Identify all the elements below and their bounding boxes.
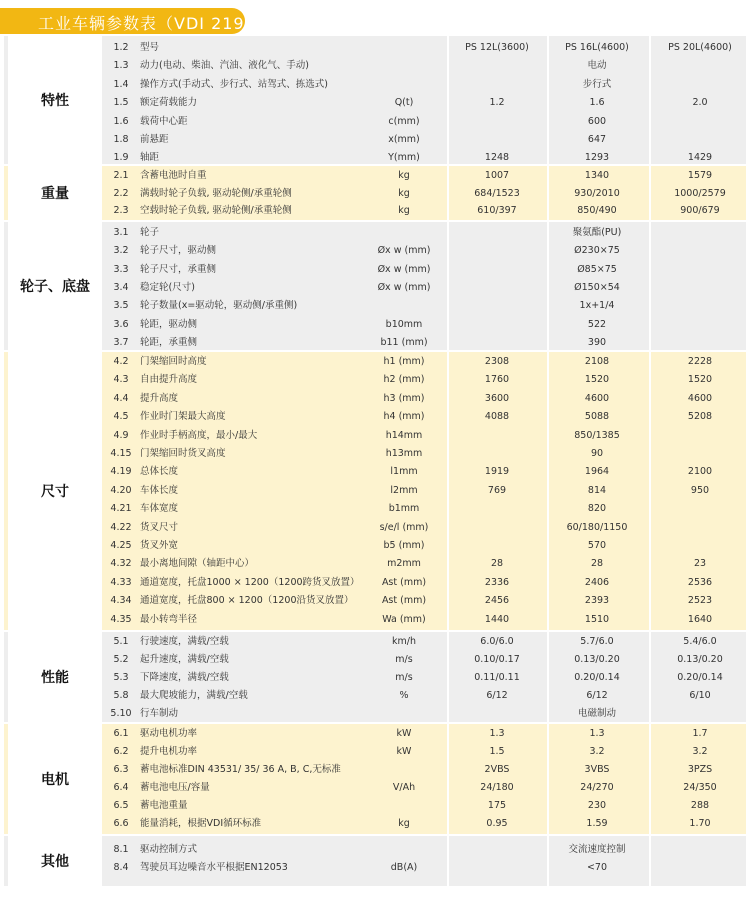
- value-model-1: 610/397: [477, 205, 517, 216]
- value-model-1: 6.0/6.0: [480, 636, 514, 647]
- value-model-2: 2393: [584, 595, 610, 607]
- row-unit: b5 (mm): [383, 540, 425, 551]
- table-row: [4, 261, 746, 279]
- value-model-2: 230: [587, 800, 607, 811]
- table-row: [4, 224, 746, 242]
- row-description: 行车制动: [140, 708, 179, 719]
- row-unit: Øx w (mm): [377, 281, 431, 293]
- value-model-3: 1579: [687, 170, 713, 181]
- value-model-3: 0.20/0.14: [677, 672, 723, 683]
- row-description: 动力(电动、柴油、汽油、液化气、手动): [140, 60, 309, 72]
- table-row: [4, 185, 746, 203]
- row-number: 4.19: [110, 466, 132, 478]
- table-row: [4, 633, 746, 651]
- row-description: 轴距: [140, 152, 160, 164]
- row-description: 蓄电池重量: [140, 800, 188, 811]
- row-number: 4.5: [113, 411, 129, 423]
- row-unit: Wa (mm): [382, 613, 426, 625]
- value-model-1: 1.3: [489, 728, 505, 739]
- value-model-3: 2.0: [692, 97, 708, 109]
- table-row: [4, 555, 746, 573]
- row-description: 蓄电池标准DIN 43531/ 35/ 36 A, B, C,无标准: [140, 764, 341, 775]
- row-description: 提升电机功率: [140, 746, 198, 757]
- value-model-3: 2228: [687, 356, 713, 367]
- value-model-2: 1.59: [586, 818, 608, 829]
- row-unit: s/e/l (mm): [379, 521, 429, 533]
- value-model-3: 288: [690, 800, 710, 811]
- row-number: 1.3: [113, 60, 129, 72]
- table-row: [4, 761, 746, 779]
- table-row: [4, 445, 746, 463]
- value-model-2: 1293: [584, 152, 610, 164]
- value-model-1: 2456: [484, 595, 510, 607]
- table-row: [4, 651, 746, 669]
- value-model-2: 1340: [584, 170, 610, 181]
- value-model-2: PS 16L(4600): [565, 42, 629, 53]
- row-number: 1.2: [113, 42, 129, 53]
- row-unit: km/h: [392, 636, 416, 647]
- row-number: 6.5: [113, 800, 129, 811]
- row-number: 3.7: [113, 336, 129, 348]
- table-row: [4, 841, 746, 859]
- row-number: 3.3: [113, 263, 129, 275]
- row-description: 满载时轮子负载, 驱动轮侧/承重轮侧: [140, 187, 292, 199]
- value-model-1: 1440: [484, 613, 510, 625]
- table-row: [4, 408, 746, 426]
- value-all-models: Ø230×75: [574, 245, 620, 257]
- value-model-1: 0.95: [486, 818, 508, 829]
- row-number: 4.15: [110, 448, 132, 459]
- spec-group: [4, 36, 746, 164]
- title-bar: [0, 8, 273, 34]
- row-description: 行驶速度，满载/空载: [140, 636, 229, 647]
- value-model-3: 23: [693, 558, 707, 570]
- row-unit: h3 (mm): [383, 392, 425, 404]
- row-number: 5.8: [113, 690, 129, 701]
- value-model-2: 930/2010: [574, 187, 620, 199]
- table-row: [4, 463, 746, 481]
- group-label: 轮子、底盘: [8, 222, 102, 350]
- value-model-2: 0.20/0.14: [574, 672, 620, 683]
- value-all-models: 600: [587, 115, 607, 127]
- row-number: 8.4: [113, 862, 129, 873]
- row-description: 载荷中心距: [140, 115, 188, 127]
- row-number: 6.1: [113, 728, 129, 739]
- row-number: 3.1: [113, 227, 129, 238]
- group-label: 重量: [8, 166, 102, 220]
- group-label: 性能: [8, 632, 102, 722]
- row-unit: h2 (mm): [383, 374, 425, 386]
- value-model-1: 1.5: [489, 746, 505, 757]
- spec-group: [4, 352, 746, 630]
- value-all-models: Ø150×54: [574, 281, 620, 293]
- table-row: [4, 279, 746, 297]
- row-number: 1.4: [113, 78, 129, 90]
- value-model-3: 6/10: [689, 690, 711, 701]
- row-number: 6.3: [113, 764, 129, 775]
- row-unit: kg: [398, 170, 410, 181]
- value-model-2: 5088: [584, 411, 610, 423]
- row-description: 驱动控制方式: [140, 844, 198, 855]
- table-row: [4, 519, 746, 537]
- value-all-models: 90: [590, 448, 604, 459]
- row-unit: x(mm): [388, 134, 420, 145]
- row-description: 门架缩回时高度: [140, 356, 207, 367]
- row-description: 作业时门架最大高度: [140, 411, 226, 423]
- row-number: 1.9: [113, 152, 129, 164]
- value-model-2: 1964: [584, 466, 610, 478]
- value-all-models: 570: [587, 540, 607, 551]
- row-description: 总体长度: [140, 466, 179, 478]
- row-number: 5.1: [113, 636, 129, 647]
- value-model-3: 1000/2579: [674, 187, 726, 199]
- row-unit: kW: [396, 746, 412, 757]
- row-unit: kg: [398, 187, 410, 199]
- value-all-models: 390: [587, 336, 607, 348]
- table-row: [4, 500, 746, 518]
- row-description: 自由提升高度: [140, 374, 198, 386]
- value-all-models: <70: [586, 862, 608, 873]
- table-row: [4, 131, 746, 149]
- row-number: 4.4: [113, 392, 129, 404]
- row-unit: b10mm: [385, 318, 423, 330]
- value-model-2: 28: [590, 558, 604, 570]
- group-label: 其他: [8, 836, 102, 886]
- value-model-2: 850/490: [577, 205, 617, 216]
- table-row: [4, 316, 746, 334]
- value-model-1: 1760: [484, 374, 510, 386]
- row-unit: l2mm: [390, 484, 418, 496]
- table-row: [4, 537, 746, 555]
- value-model-2: 24/270: [580, 782, 614, 793]
- table-row: [4, 113, 746, 131]
- row-description: 轮距，承重侧: [140, 336, 198, 348]
- row-unit: dB(A): [390, 862, 418, 873]
- spec-group: [4, 166, 746, 220]
- value-model-2: 1.6: [589, 97, 605, 109]
- row-number: 2.1: [113, 170, 129, 181]
- row-number: 6.2: [113, 746, 129, 757]
- table-row: [4, 797, 746, 815]
- table-row: [4, 202, 746, 220]
- row-number: 2.3: [113, 205, 129, 216]
- row-description: 轮子: [140, 227, 160, 238]
- table-row: [4, 297, 746, 315]
- table-row: [4, 242, 746, 260]
- value-model-1: 24/180: [480, 782, 514, 793]
- row-number: 4.3: [113, 374, 129, 386]
- row-unit: m/s: [395, 654, 413, 665]
- row-description: 货叉外宽: [140, 540, 179, 551]
- table-row: [4, 57, 746, 75]
- row-number: 8.1: [113, 844, 129, 855]
- row-description: 提升高度: [140, 392, 179, 404]
- table-row: [4, 611, 746, 629]
- value-all-models: 步行式: [582, 78, 612, 90]
- row-description: 下降速度，满载/空载: [140, 672, 229, 683]
- row-number: 1.6: [113, 115, 129, 127]
- row-description: 通道宽度，托盘800 × 1200（1200沿货叉放置）: [140, 595, 354, 607]
- spec-group: [4, 222, 746, 350]
- table-row: [4, 76, 746, 94]
- value-model-3: 1429: [687, 152, 713, 164]
- value-model-3: 950: [690, 484, 710, 496]
- row-description: 起升速度，满载/空载: [140, 654, 229, 665]
- table-row: [4, 94, 746, 112]
- row-unit: m/s: [395, 672, 413, 683]
- row-number: 4.34: [110, 595, 132, 607]
- value-model-1: 175: [487, 800, 507, 811]
- value-model-2: 814: [587, 484, 607, 496]
- row-description: 作业时手柄高度，最小/最大: [140, 429, 258, 441]
- value-model-3: 1520: [687, 374, 713, 386]
- value-model-1: 4088: [484, 411, 510, 423]
- value-model-1: 2336: [484, 576, 510, 588]
- group-label: 特性: [8, 36, 102, 164]
- value-model-1: 2VBS: [484, 764, 510, 775]
- value-model-1: 28: [490, 558, 504, 570]
- row-unit: Øx w (mm): [377, 245, 431, 257]
- row-number: 4.22: [110, 521, 132, 533]
- row-number: 4.20: [110, 484, 132, 496]
- value-model-3: 4600: [687, 392, 713, 404]
- table-row: [4, 371, 746, 389]
- value-model-2: 0.13/0.20: [574, 654, 620, 665]
- row-description: 稳定轮(尺寸): [140, 281, 195, 293]
- value-model-2: 3VBS: [584, 764, 610, 775]
- value-model-2: 1.3: [589, 728, 605, 739]
- row-description: 货叉尺寸: [140, 521, 179, 533]
- row-number: 2.2: [113, 187, 129, 199]
- value-model-3: 1.70: [689, 818, 711, 829]
- value-model-2: 1520: [584, 374, 610, 386]
- row-number: 3.2: [113, 245, 129, 257]
- row-description: 轮子数量(x=驱动轮，驱动侧/承重侧): [140, 300, 298, 312]
- value-all-models: 电动: [587, 60, 607, 72]
- row-unit: h13mm: [385, 448, 423, 459]
- row-unit: h14mm: [385, 429, 423, 441]
- row-number: 1.5: [113, 97, 129, 109]
- row-description: 额定荷载能力: [140, 97, 198, 109]
- value-model-2: 1510: [584, 613, 610, 625]
- value-model-1: 3600: [484, 392, 510, 404]
- value-model-3: 900/679: [680, 205, 720, 216]
- table-row: [4, 705, 746, 723]
- value-model-3: 2536: [687, 576, 713, 588]
- row-unit: kW: [396, 728, 412, 739]
- value-model-3: 3PZS: [687, 764, 713, 775]
- row-unit: b1mm: [388, 503, 420, 515]
- row-description: 蓄电池电压/容量: [140, 782, 210, 793]
- row-description: 轮子尺寸，承重侧: [140, 263, 217, 275]
- row-number: 4.33: [110, 576, 132, 588]
- row-unit: h1 (mm): [383, 356, 425, 367]
- value-model-1: 2308: [484, 356, 510, 367]
- row-unit: V/Ah: [392, 782, 416, 793]
- value-model-2: 2108: [584, 356, 610, 367]
- table-row: [4, 725, 746, 743]
- table-row: [4, 815, 746, 833]
- row-unit: m2mm: [387, 558, 421, 570]
- spec-group: [4, 836, 746, 886]
- row-unit: b11 (mm): [380, 336, 428, 348]
- value-all-models: Ø85×75: [577, 263, 617, 275]
- value-all-models: 电磁制动: [577, 708, 616, 719]
- table-row: [4, 743, 746, 761]
- table-row: [4, 353, 746, 371]
- table-row: [4, 390, 746, 408]
- row-description: 车体宽度: [140, 503, 179, 515]
- value-all-models: 647: [587, 134, 607, 145]
- value-model-1: 0.10/0.17: [474, 654, 520, 665]
- row-number: 4.2: [113, 356, 129, 367]
- value-model-2: 4600: [584, 392, 610, 404]
- row-number: 5.2: [113, 654, 129, 665]
- row-description: 操作方式(手动式、步行式、站驾式、拣选式): [140, 78, 328, 90]
- row-unit: Øx w (mm): [377, 263, 431, 275]
- table-row: [4, 334, 746, 352]
- row-number: 4.32: [110, 558, 132, 570]
- table-row: [4, 149, 746, 167]
- table-row: [4, 592, 746, 610]
- value-model-2: 6/12: [586, 690, 608, 701]
- row-description: 车体长度: [140, 484, 179, 496]
- row-unit: h4 (mm): [383, 411, 425, 423]
- row-description: 前悬距: [140, 134, 169, 145]
- value-model-1: 1.2: [489, 97, 505, 109]
- row-number: 3.5: [113, 300, 129, 312]
- value-model-3: 3.2: [692, 746, 708, 757]
- row-number: 4.35: [110, 613, 132, 625]
- table-row: [4, 39, 746, 57]
- row-unit: Ast (mm): [381, 576, 427, 588]
- value-model-1: 1248: [484, 152, 510, 164]
- row-number: 3.4: [113, 281, 129, 293]
- row-description: 含蓄电池时自重: [140, 170, 207, 181]
- row-number: 1.8: [113, 134, 129, 145]
- row-description: 轮子尺寸，驱动侧: [140, 245, 217, 257]
- value-model-3: 0.13/0.20: [677, 654, 723, 665]
- value-model-3: 1.7: [692, 728, 708, 739]
- row-unit: c(mm): [388, 115, 420, 127]
- spec-group: [4, 632, 746, 722]
- value-model-3: 5208: [687, 411, 713, 423]
- row-number: 4.21: [110, 503, 132, 515]
- value-model-1: 0.11/0.11: [474, 672, 520, 683]
- row-description: 轮距，驱动侧: [140, 318, 198, 330]
- row-description: 型号: [140, 42, 160, 53]
- row-number: 5.10: [110, 708, 132, 719]
- value-model-1: 1919: [484, 466, 510, 478]
- row-unit: kg: [398, 818, 410, 829]
- table-row: [4, 687, 746, 705]
- table-row: [4, 859, 746, 877]
- table-row: [4, 167, 746, 185]
- row-description: 门架缩回时货叉高度: [140, 448, 226, 459]
- row-number: 6.6: [113, 818, 129, 829]
- row-number: 4.25: [110, 540, 132, 551]
- row-number: 3.6: [113, 318, 129, 330]
- value-all-models: 聚氨酯(PU): [572, 227, 622, 238]
- value-all-models: 850/1385: [574, 429, 620, 441]
- row-unit: kg: [398, 205, 410, 216]
- value-model-3: PS 20L(4600): [668, 42, 732, 53]
- group-label: 电机: [8, 724, 102, 834]
- value-all-models: 60/180/1150: [566, 521, 628, 533]
- row-description: 驱动电机功率: [140, 728, 198, 739]
- value-all-models: 交流速度控制: [568, 844, 626, 855]
- value-model-3: 1640: [687, 613, 713, 625]
- table-row: [4, 779, 746, 797]
- row-number: 6.4: [113, 782, 129, 793]
- row-unit: l1mm: [390, 466, 418, 478]
- table-row: [4, 427, 746, 445]
- value-model-2: 3.2: [589, 746, 605, 757]
- value-model-3: 5.4/6.0: [683, 636, 717, 647]
- value-model-3: 2523: [687, 595, 713, 607]
- value-model-1: 769: [487, 484, 507, 496]
- value-model-3: 2100: [687, 466, 713, 478]
- row-description: 最大爬坡能力，满载/空载: [140, 690, 248, 701]
- row-description: 空载时轮子负载, 驱动轮侧/承重轮侧: [140, 205, 292, 216]
- value-model-1: 684/1523: [474, 187, 520, 199]
- row-unit: %: [399, 690, 409, 701]
- row-description: 通道宽度，托盘1000 × 1200（1200跨货叉放置）: [140, 576, 360, 588]
- value-all-models: 522: [587, 318, 607, 330]
- row-description: 驾驶员耳边噪音水平根据EN12053: [140, 862, 288, 873]
- table-row: [4, 482, 746, 500]
- value-model-1: PS 12L(3600): [465, 42, 529, 53]
- row-unit: Y(mm): [388, 152, 420, 164]
- table-row: [4, 574, 746, 592]
- row-unit: Ast (mm): [381, 595, 427, 607]
- row-description: 最小转弯半径: [140, 613, 198, 625]
- row-number: 5.3: [113, 672, 129, 683]
- row-description: 最小离地间隙（轴距中心）: [140, 558, 255, 570]
- value-all-models: 1x+1/4: [579, 300, 615, 312]
- page-title: 工业车辆参数表（VDI 2198）: [38, 14, 273, 33]
- value-model-3: 24/350: [683, 782, 717, 793]
- table-row: [4, 669, 746, 687]
- value-model-1: 6/12: [486, 690, 508, 701]
- value-all-models: 820: [587, 503, 607, 515]
- value-model-2: 2406: [584, 576, 610, 588]
- spec-group: [4, 724, 746, 834]
- value-model-1: 1007: [484, 170, 510, 181]
- group-label: 尺寸: [8, 352, 102, 630]
- row-unit: Q(t): [394, 97, 414, 109]
- row-number: 4.9: [113, 429, 129, 441]
- row-description: 能量消耗，根据VDI循环标准: [140, 818, 262, 829]
- value-model-2: 5.7/6.0: [580, 636, 614, 647]
